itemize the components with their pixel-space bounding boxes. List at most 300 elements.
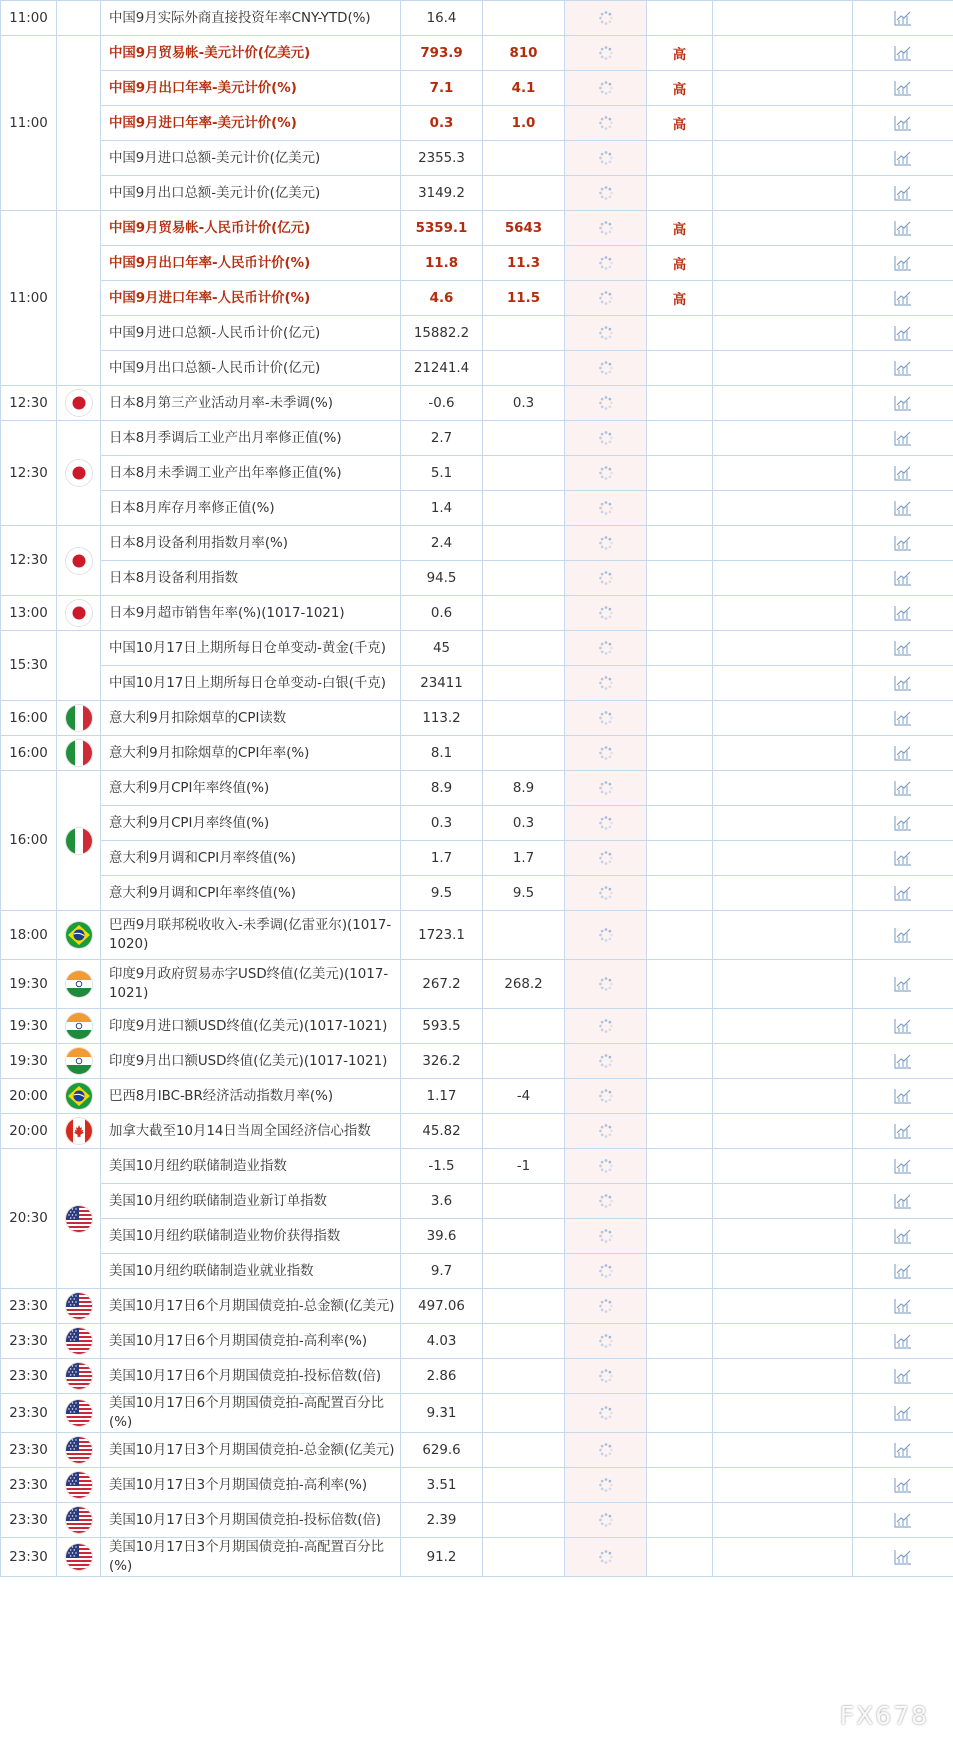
actual-value-pending: [565, 106, 647, 141]
country-flag-cell: [57, 1433, 101, 1468]
importance-level: [647, 1289, 713, 1324]
interpretation-cell: [713, 1503, 853, 1538]
event-time: 19:30: [1, 960, 57, 1009]
chart-link-cell[interactable]: [853, 960, 953, 1009]
interpretation-cell: [713, 841, 853, 876]
chart-icon[interactable]: [894, 115, 912, 131]
interpretation-cell: [713, 666, 853, 701]
importance-level: [647, 631, 713, 666]
loading-spinner-icon: [598, 780, 614, 796]
actual-value-pending: [565, 491, 647, 526]
indicator-name: 美国10月17日3个月期国债竞拍-高利率(%): [101, 1468, 401, 1503]
forecast-value: [483, 701, 565, 736]
chart-link-cell[interactable]: [853, 386, 953, 421]
indicator-name: 美国10月纽约联储制造业新订单指数: [101, 1184, 401, 1219]
importance-level: [647, 456, 713, 491]
interpretation-cell: [713, 1009, 853, 1044]
previous-value: 3149.2: [401, 176, 483, 211]
country-flag-cell: [57, 736, 101, 771]
forecast-value: [483, 1433, 565, 1468]
importance-level: [647, 1044, 713, 1079]
chart-link-cell[interactable]: [853, 736, 953, 771]
actual-value-pending: [565, 736, 647, 771]
chart-icon[interactable]: [894, 640, 912, 656]
loading-spinner-icon: [598, 605, 614, 621]
chart-link-cell[interactable]: [853, 1044, 953, 1079]
chart-link-cell[interactable]: [853, 421, 953, 456]
table-row: [1, 841, 953, 876]
forecast-value: [483, 141, 565, 176]
importance-level: [647, 1079, 713, 1114]
chart-icon[interactable]: [894, 1123, 912, 1139]
chart-icon[interactable]: [894, 815, 912, 831]
flag-br-icon: [66, 1083, 92, 1109]
indicator-name: 日本8月第三产业活动月率-未季调(%): [101, 386, 401, 421]
country-flag-cell: [57, 1, 101, 36]
importance-level: [647, 421, 713, 456]
chart-link-cell[interactable]: [853, 316, 953, 351]
flag-us-icon: [66, 1206, 92, 1232]
interpretation-cell: [713, 1079, 853, 1114]
loading-spinner-icon: [598, 255, 614, 271]
chart-link-cell[interactable]: [853, 1433, 953, 1468]
chart-icon[interactable]: [894, 927, 912, 943]
actual-value-pending: [565, 841, 647, 876]
table-row: [1, 1079, 953, 1114]
table-row: [1, 456, 953, 491]
chart-icon[interactable]: [894, 535, 912, 551]
actual-value-pending: [565, 246, 647, 281]
loading-spinner-icon: [598, 360, 614, 376]
loading-spinner-icon: [598, 710, 614, 726]
chart-icon[interactable]: [894, 500, 912, 516]
loading-spinner-icon: [598, 430, 614, 446]
table-row: [1, 106, 953, 141]
flag-it-icon: [66, 740, 92, 766]
chart-icon[interactable]: [894, 1333, 912, 1349]
chart-icon[interactable]: [894, 1442, 912, 1458]
country-flag-cell: [57, 1009, 101, 1044]
chart-icon[interactable]: [894, 780, 912, 796]
country-flag-cell: [57, 1079, 101, 1114]
chart-icon[interactable]: [894, 1263, 912, 1279]
importance-level: [647, 1324, 713, 1359]
chart-link-cell[interactable]: [853, 1219, 953, 1254]
chart-link-cell[interactable]: [853, 666, 953, 701]
chart-link-cell[interactable]: [853, 1468, 953, 1503]
interpretation-cell: [713, 141, 853, 176]
loading-spinner-icon: [598, 45, 614, 61]
loading-spinner-icon: [598, 1549, 614, 1565]
country-flag-cell: [57, 1044, 101, 1079]
table-row: [1, 316, 953, 351]
actual-value-pending: [565, 1079, 647, 1114]
chart-icon[interactable]: [894, 1193, 912, 1209]
chart-link-cell[interactable]: [853, 246, 953, 281]
forecast-value: [483, 1289, 565, 1324]
country-flag-cell: [57, 386, 101, 421]
chart-icon[interactable]: [894, 395, 912, 411]
chart-link-cell[interactable]: [853, 211, 953, 246]
importance-level: [647, 841, 713, 876]
interpretation-cell: [713, 1, 853, 36]
indicator-name: 中国10月17日上期所每日仓单变动-白银(千克): [101, 666, 401, 701]
country-flag-cell: [57, 960, 101, 1009]
forecast-value: 0.3: [483, 806, 565, 841]
table-row: [1, 421, 953, 456]
importance-level: [647, 701, 713, 736]
forecast-value: 1.7: [483, 841, 565, 876]
indicator-name: 意大利9月CPI月率终值(%): [101, 806, 401, 841]
chart-link-cell[interactable]: [853, 281, 953, 316]
previous-value: 3.51: [401, 1468, 483, 1503]
indicator-name: 中国9月贸易帐-美元计价(亿美元): [101, 36, 401, 71]
actual-value-pending: [565, 1184, 647, 1219]
loading-spinner-icon: [598, 535, 614, 551]
actual-value-pending: [565, 176, 647, 211]
loading-spinner-icon: [598, 290, 614, 306]
chart-icon[interactable]: [894, 1477, 912, 1493]
chart-icon[interactable]: [894, 1053, 912, 1069]
previous-value: 593.5: [401, 1009, 483, 1044]
interpretation-cell: [713, 1114, 853, 1149]
table-row: [1, 491, 953, 526]
indicator-name: 中国9月进口总额-美元计价(亿美元): [101, 141, 401, 176]
table-row: [1, 1289, 953, 1324]
actual-value-pending: [565, 1359, 647, 1394]
previous-value: 5.1: [401, 456, 483, 491]
chart-icon[interactable]: [894, 710, 912, 726]
table-row: [1, 701, 953, 736]
previous-value: 0.3: [401, 806, 483, 841]
forecast-value: [483, 1359, 565, 1394]
previous-value: 1.4: [401, 491, 483, 526]
indicator-name: 中国9月出口总额-人民币计价(亿元): [101, 351, 401, 386]
loading-spinner-icon: [598, 1298, 614, 1314]
table-row: [1, 1044, 953, 1079]
loading-spinner-icon: [598, 325, 614, 341]
chart-link-cell[interactable]: [853, 631, 953, 666]
chart-icon[interactable]: [894, 325, 912, 341]
forecast-value: [483, 491, 565, 526]
previous-value: 23411: [401, 666, 483, 701]
loading-spinner-icon: [598, 927, 614, 943]
chart-icon[interactable]: [894, 360, 912, 376]
flag-it-icon: [66, 828, 92, 854]
actual-value-pending: [565, 631, 647, 666]
chart-icon[interactable]: [894, 150, 912, 166]
importance-level: [647, 806, 713, 841]
loading-spinner-icon: [598, 675, 614, 691]
loading-spinner-icon: [598, 1123, 614, 1139]
flag-in-icon: [66, 971, 92, 997]
event-time: 23:30: [1, 1503, 57, 1538]
indicator-name: 巴西9月联邦税收收入-未季调(亿雷亚尔)(1017-1020): [101, 911, 401, 960]
chart-link-cell[interactable]: [853, 1254, 953, 1289]
chart-link-cell[interactable]: [853, 1538, 953, 1577]
flag-us-icon: [66, 1293, 92, 1319]
forecast-value: [483, 1009, 565, 1044]
importance-level: [647, 1468, 713, 1503]
chart-link-cell[interactable]: [853, 561, 953, 596]
forecast-value: 0.3: [483, 386, 565, 421]
interpretation-cell: [713, 1394, 853, 1433]
importance-level: [647, 1, 713, 36]
loading-spinner-icon: [598, 850, 614, 866]
chart-icon[interactable]: [894, 255, 912, 271]
table-row: [1, 771, 953, 806]
chart-link-cell[interactable]: [853, 1359, 953, 1394]
chart-icon[interactable]: [894, 1368, 912, 1384]
chart-link-cell[interactable]: [853, 1503, 953, 1538]
chart-link-cell[interactable]: [853, 771, 953, 806]
country-flag-cell: [57, 421, 101, 526]
importance-level: [647, 386, 713, 421]
forecast-value: [483, 526, 565, 561]
loading-spinner-icon: [598, 745, 614, 761]
event-time: 19:30: [1, 1044, 57, 1079]
interpretation-cell: [713, 771, 853, 806]
indicator-name: 巴西8月IBC-BR经济活动指数月率(%): [101, 1079, 401, 1114]
country-flag-cell: [57, 1468, 101, 1503]
chart-link-cell[interactable]: [853, 36, 953, 71]
forecast-value: [483, 666, 565, 701]
forecast-value: 5643: [483, 211, 565, 246]
previous-value: 2.39: [401, 1503, 483, 1538]
chart-link-cell[interactable]: [853, 1394, 953, 1433]
chart-link-cell[interactable]: [853, 351, 953, 386]
forecast-value: [483, 1219, 565, 1254]
country-flag-cell: [57, 701, 101, 736]
chart-link-cell[interactable]: [853, 1184, 953, 1219]
indicator-name: 日本8月季调后工业产出月率修正值(%): [101, 421, 401, 456]
chart-icon[interactable]: [894, 1018, 912, 1034]
chart-icon[interactable]: [894, 605, 912, 621]
actual-value-pending: [565, 351, 647, 386]
chart-icon[interactable]: [894, 80, 912, 96]
importance-level: [647, 351, 713, 386]
chart-link-cell[interactable]: [853, 1324, 953, 1359]
table-row: [1, 911, 953, 960]
event-time: 20:00: [1, 1079, 57, 1114]
event-time: 11:00: [1, 36, 57, 211]
chart-icon[interactable]: [894, 1228, 912, 1244]
loading-spinner-icon: [598, 1088, 614, 1104]
table-row: [1, 1114, 953, 1149]
forecast-value: [483, 911, 565, 960]
loading-spinner-icon: [598, 1477, 614, 1493]
chart-link-cell[interactable]: [853, 1149, 953, 1184]
loading-spinner-icon: [598, 1263, 614, 1279]
interpretation-cell: [713, 36, 853, 71]
previous-value: 629.6: [401, 1433, 483, 1468]
loading-spinner-icon: [598, 80, 614, 96]
importance-level: [647, 176, 713, 211]
interpretation-cell: [713, 1149, 853, 1184]
chart-link-cell[interactable]: [853, 1079, 953, 1114]
table-row: [1, 71, 953, 106]
event-time: 12:30: [1, 421, 57, 526]
previous-value: 9.31: [401, 1394, 483, 1433]
indicator-name: 美国10月纽约联储制造业指数: [101, 1149, 401, 1184]
chart-link-cell[interactable]: [853, 526, 953, 561]
previous-value: 11.8: [401, 246, 483, 281]
importance-level: [647, 876, 713, 911]
chart-icon[interactable]: [894, 45, 912, 61]
indicator-name: 意大利9月扣除烟草的CPI读数: [101, 701, 401, 736]
chart-icon[interactable]: [894, 1512, 912, 1528]
actual-value-pending: [565, 771, 647, 806]
table-row: [1, 1359, 953, 1394]
actual-value-pending: [565, 561, 647, 596]
interpretation-cell: [713, 561, 853, 596]
previous-value: 91.2: [401, 1538, 483, 1577]
chart-link-cell[interactable]: [853, 71, 953, 106]
forecast-value: [483, 1468, 565, 1503]
indicator-name: 日本8月未季调工业产出年率修正值(%): [101, 456, 401, 491]
importance-level: [647, 1184, 713, 1219]
chart-link-cell[interactable]: [853, 841, 953, 876]
chart-link-cell[interactable]: [853, 1289, 953, 1324]
chart-link-cell[interactable]: [853, 911, 953, 960]
previous-value: 7.1: [401, 71, 483, 106]
importance-level: [647, 561, 713, 596]
actual-value-pending: [565, 1149, 647, 1184]
country-flag-cell: [57, 596, 101, 631]
chart-link-cell[interactable]: [853, 176, 953, 211]
chart-icon[interactable]: [894, 1298, 912, 1314]
chart-icon[interactable]: [894, 185, 912, 201]
chart-icon[interactable]: [894, 220, 912, 236]
interpretation-cell: [713, 491, 853, 526]
chart-link-cell[interactable]: [853, 1114, 953, 1149]
previous-value: 8.9: [401, 771, 483, 806]
previous-value: 16.4: [401, 1, 483, 36]
country-flag-cell: [57, 631, 101, 701]
interpretation-cell: [713, 421, 853, 456]
interpretation-cell: [713, 351, 853, 386]
chart-link-cell[interactable]: [853, 106, 953, 141]
importance-level: 高: [647, 36, 713, 71]
event-time: 20:00: [1, 1114, 57, 1149]
flag-us-icon: [66, 1400, 92, 1426]
event-time: 11:00: [1, 211, 57, 386]
previous-value: 0.6: [401, 596, 483, 631]
actual-value-pending: [565, 701, 647, 736]
previous-value: 45.82: [401, 1114, 483, 1149]
previous-value: 0.3: [401, 106, 483, 141]
chart-link-cell[interactable]: [853, 806, 953, 841]
importance-level: 高: [647, 281, 713, 316]
loading-spinner-icon: [598, 1368, 614, 1384]
indicator-name: 中国9月出口总额-美元计价(亿美元): [101, 176, 401, 211]
country-flag-cell: [57, 36, 101, 211]
forecast-value: [483, 1503, 565, 1538]
chart-icon[interactable]: [894, 1549, 912, 1565]
chart-link-cell[interactable]: [853, 1, 953, 36]
previous-value: 15882.2: [401, 316, 483, 351]
importance-level: [647, 526, 713, 561]
importance-level: [647, 1394, 713, 1433]
actual-value-pending: [565, 666, 647, 701]
interpretation-cell: [713, 1359, 853, 1394]
country-flag-cell: [57, 1394, 101, 1433]
importance-level: [647, 1009, 713, 1044]
chart-link-cell[interactable]: [853, 701, 953, 736]
loading-spinner-icon: [598, 150, 614, 166]
indicator-name: 美国10月17日3个月期国债竞拍-高配置百分比(%): [101, 1538, 401, 1577]
previous-value: 2.86: [401, 1359, 483, 1394]
chart-link-cell[interactable]: [853, 1009, 953, 1044]
chart-link-cell[interactable]: [853, 141, 953, 176]
chart-icon[interactable]: [894, 885, 912, 901]
chart-icon[interactable]: [894, 745, 912, 761]
forecast-value: [483, 316, 565, 351]
importance-level: 高: [647, 211, 713, 246]
loading-spinner-icon: [598, 1228, 614, 1244]
chart-icon[interactable]: [894, 1158, 912, 1174]
indicator-name: 美国10月17日6个月期国债竞拍-总金额(亿美元): [101, 1289, 401, 1324]
forecast-value: [483, 1254, 565, 1289]
forecast-value: [483, 176, 565, 211]
indicator-name: 日本8月设备利用指数: [101, 561, 401, 596]
loading-spinner-icon: [598, 1193, 614, 1209]
table-row: [1, 1219, 953, 1254]
importance-level: [647, 911, 713, 960]
previous-value: 4.6: [401, 281, 483, 316]
flag-us-icon: [66, 1328, 92, 1354]
flag-in-icon: [66, 1048, 92, 1074]
actual-value-pending: [565, 1254, 647, 1289]
previous-value: 5359.1: [401, 211, 483, 246]
indicator-name: 印度9月出口额USD终值(亿美元)(1017-1021): [101, 1044, 401, 1079]
chart-icon[interactable]: [894, 1088, 912, 1104]
table-row: [1, 876, 953, 911]
actual-value-pending: [565, 911, 647, 960]
importance-level: [647, 736, 713, 771]
chart-icon[interactable]: [894, 976, 912, 992]
chart-icon[interactable]: [894, 1405, 912, 1421]
chart-icon[interactable]: [894, 10, 912, 26]
chart-link-cell[interactable]: [853, 596, 953, 631]
indicator-name: 美国10月17日6个月期国债竞拍-高配置百分比(%): [101, 1394, 401, 1433]
loading-spinner-icon: [598, 640, 614, 656]
interpretation-cell: [713, 246, 853, 281]
actual-value-pending: [565, 1044, 647, 1079]
chart-link-cell[interactable]: [853, 876, 953, 911]
event-time: 20:30: [1, 1149, 57, 1289]
chart-icon[interactable]: [894, 570, 912, 586]
loading-spinner-icon: [598, 115, 614, 131]
chart-link-cell[interactable]: [853, 456, 953, 491]
table-row: [1, 36, 953, 71]
actual-value-pending: [565, 1538, 647, 1577]
chart-icon[interactable]: [894, 675, 912, 691]
chart-link-cell[interactable]: [853, 491, 953, 526]
indicator-name: 中国9月进口年率-人民币计价(%): [101, 281, 401, 316]
chart-icon[interactable]: [894, 850, 912, 866]
loading-spinner-icon: [598, 185, 614, 201]
forecast-value: 8.9: [483, 771, 565, 806]
chart-icon[interactable]: [894, 290, 912, 306]
interpretation-cell: [713, 911, 853, 960]
importance-level: [647, 960, 713, 1009]
previous-value: 2355.3: [401, 141, 483, 176]
table-row: [1, 246, 953, 281]
indicator-name: 美国10月17日6个月期国债竞拍-高利率(%): [101, 1324, 401, 1359]
chart-icon[interactable]: [894, 430, 912, 446]
chart-icon[interactable]: [894, 465, 912, 481]
